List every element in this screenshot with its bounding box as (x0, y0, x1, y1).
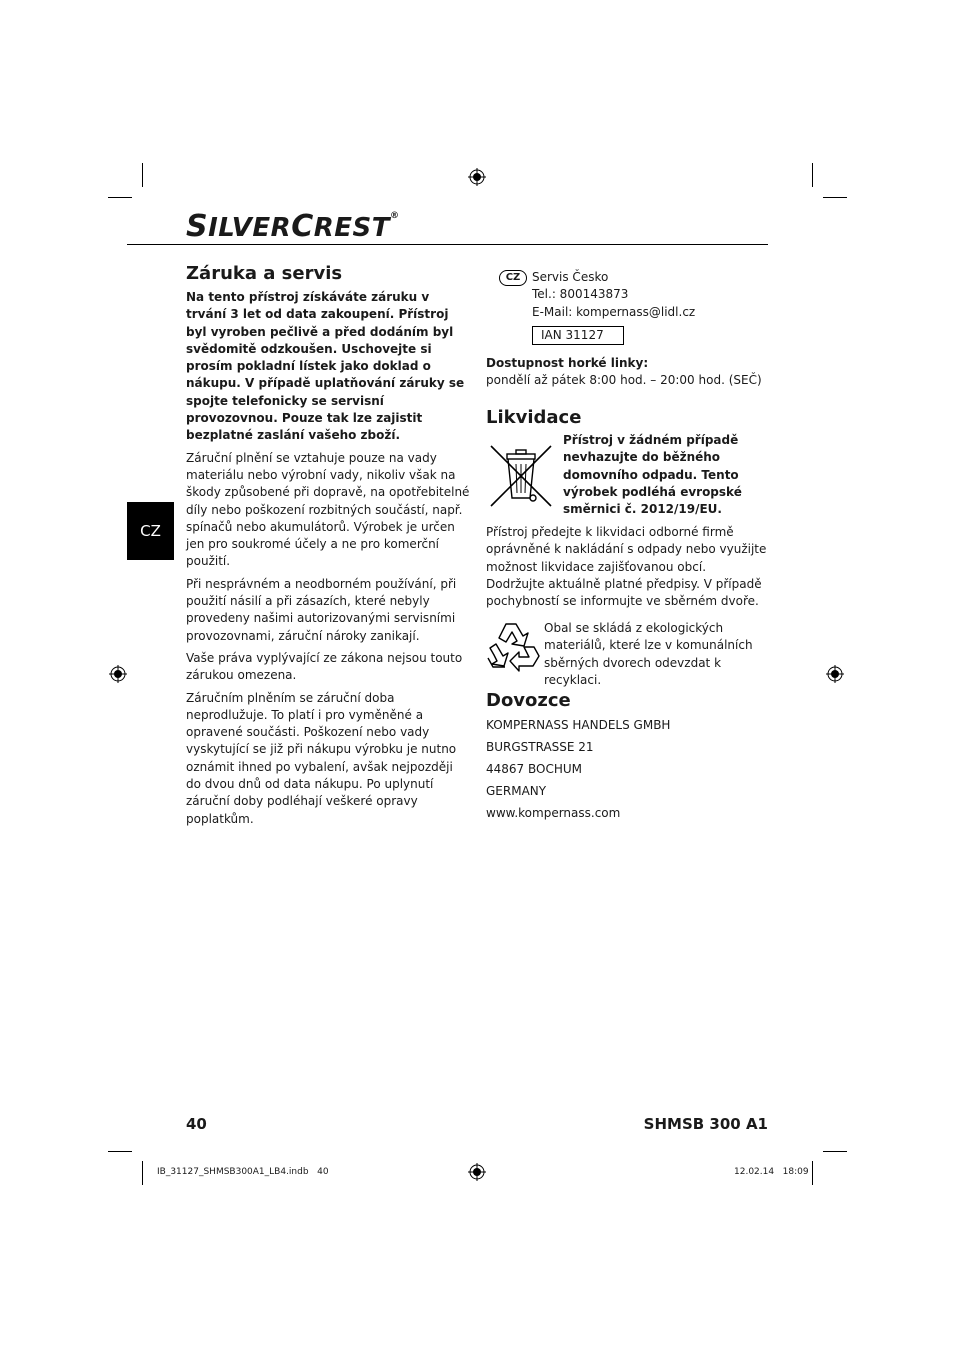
hotline-hours: pondělí až pátek 8:00 hod. – 20:00 hod. (SEČ) (486, 373, 762, 388)
importer-line: 44867 BOCHUM (486, 762, 582, 776)
crop-mark (108, 1151, 132, 1152)
crop-mark (823, 1151, 847, 1152)
registration-mark-icon (468, 168, 486, 186)
silvercrest-logo (186, 209, 400, 244)
warranty-paragraph: Vaše práva vyplývající ze zákona nejsou touto zárukou omezena. (186, 650, 463, 683)
service-email: E-Mail: kompernass@lidl.cz (532, 304, 696, 319)
logo-letters: REST (313, 213, 390, 243)
warranty-paragraph: Při nesprávném a neodborném používání, při použití násilí a při zásazích, které nebyly provedeny našimi autorizovanými servisními provozovnami, záruční nároky zanikají. (186, 576, 457, 643)
country-badge: CZ (499, 270, 527, 286)
warranty-paragraph: Záruční plnění se vztahuje pouze na vady materiálu nebo výrobní vady, nikoliv však na škody způsobené při dopravě, na opotřebitelné díly nebo poškození rozbitných součástí, např. spínačů nebo akumulátorů. Výrobek je určen jen pro soukromé účely a ne pro komerční použití. (186, 450, 470, 569)
page-number: 40 (186, 1115, 207, 1133)
importer-line: BURGSTRASSE 21 (486, 740, 594, 754)
ian-box: IAN 31127 (532, 326, 624, 345)
warranty-heading: Záruka a servis (186, 263, 343, 284)
recycling-icon (486, 620, 540, 672)
slug-date: 12.02.14 18:09 (734, 1167, 809, 1177)
service-contact (532, 269, 768, 321)
slug-file: IB_31127_SHMSB300A1_LB4.indb 40 (157, 1167, 329, 1177)
warranty-column (186, 289, 470, 833)
crop-mark (108, 197, 132, 198)
importer-line: KOMPERNASS HANDELS GMBH (486, 718, 671, 732)
logo-letters: ILVER (208, 213, 292, 243)
crop-mark (812, 1161, 813, 1185)
importer-line: GERMANY (486, 784, 547, 798)
crop-mark (812, 163, 813, 187)
warranty-paragraph: Záručním plněním se záruční doba neprodlužuje. To platí i pro vyměněné a opravené součásti. Poškození nebo vady vyskytující se již při nákupu výrobku je nutno oznámit ihned po vybalení, avšak nejpozději do dvou dnů od data nákupu. Po uplynutí záruční doby podléhají veškeré opravy poplatkům. (186, 690, 457, 826)
logo-letter: C (291, 209, 314, 244)
crop-mark (142, 1161, 143, 1185)
hotline-label: Dostupnost horké linky: (486, 356, 649, 370)
disposal-heading: Likvidace (486, 407, 582, 428)
logo-letter: S (186, 209, 209, 244)
disposal-warning: Přístroj v žádném případě nevhazujte do běžného domovního odpadu. Tento výrobek podléhá evropské směrnici č. 2012/19/EU. (563, 433, 742, 517)
packaging-text: Obal se skládá z ekologických materiálů, které lze v komunálních sběrných dvorech odevzdat k recyklaci. (544, 621, 753, 687)
registration-mark-icon (826, 665, 844, 683)
service-name: Servis Česko (532, 270, 609, 284)
importer-address (486, 714, 768, 824)
header-rule (127, 244, 768, 245)
service-tel: Tel.: 800143873 (532, 287, 629, 302)
model-number: SHMSB 300 A1 (643, 1115, 768, 1133)
crop-mark (142, 163, 143, 187)
warranty-intro: Na tento přístroj získáváte záruku v trvání 3 let od data zakoupení. Přístroj byl vyroben pečlivě a před dodáním byl svědomitě odzkoušen. Uschovejte si prosím pokladní lístek jako doklad o nákupu. V případě uplatňování záruky se spojte telefonicky se servisní provozovnou. Pouze tak lze zajistit bezplatné zaslání vašeho zboží. (186, 290, 465, 443)
language-tab: CZ (127, 502, 174, 560)
importer-website: www.kompernass.com (486, 806, 621, 820)
registered-trademark: ® (389, 211, 400, 221)
importer-heading: Dovozce (486, 690, 571, 711)
registration-mark-icon (109, 665, 127, 683)
hotline-block (486, 355, 768, 390)
registration-mark-icon (468, 1163, 486, 1181)
crossed-out-wheelie-bin-icon (486, 440, 556, 510)
crop-mark (823, 197, 847, 198)
disposal-text: Přístroj předejte k likvidaci odborné firmě oprávněné k nakládání s odpady nebo využijte možnost likvidace zajišťovanou obcí. Dodržujte aktuálně platné předpisy. V případě pochybností se informujte ve sběrném dvoře. (486, 525, 767, 609)
